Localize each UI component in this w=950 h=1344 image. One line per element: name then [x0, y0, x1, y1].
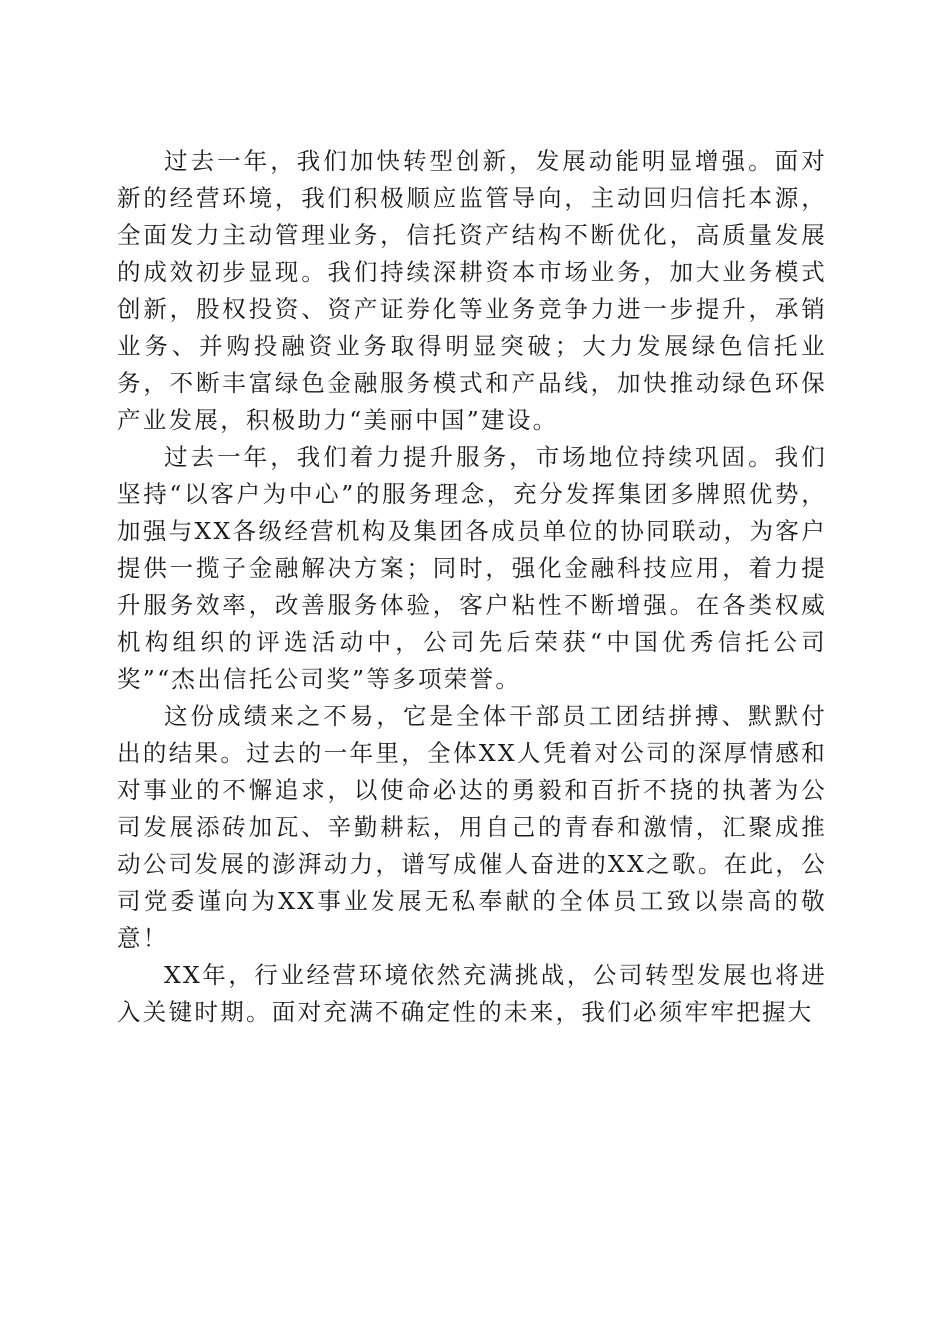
paragraph-service: 过去一年，我们着力提升服务，市场地位持续巩固。我们坚持“以客户为中心”的服务理念，充分发挥集团多牌照优势，加强与XX各级经营机构及集团各成员单位的协同联动，为客户提供一揽子金融解决方案；同时，强化金融科技应用，着力提升服务效率，改善服务体验，客户粘性不断增强。在各类权威机构组织的评选活动中，公司先后荣获“中国优秀信托公司奖”“杰出信托公司奖”等多项荣誉。	[117, 443, 827, 693]
document-body	[117, 143, 827, 1031]
paragraph-outlook: XX年，行业经营环境依然充满挑战，公司转型发展也将进入关键时期。面对充满不确定性的未来，我们必须牢牢把握大	[117, 961, 827, 1026]
paragraph-gratitude: 这份成绩来之不易，它是全体干部员工团结拼搏、默默付出的结果。过去的一年里，全体XX人凭着对公司的深厚情感和对事业的不懈追求，以使命必达的勇毅和百折不挠的执著为公司发展添砖加瓦、辛勤耕耘，用自己的青春和激情，汇聚成推动公司发展的澎湃动力，谱写成催人奋进的XX之歌。在此，公司党委谨向为XX事业发展无私奉献的全体员工致以崇高的敬意！	[117, 702, 827, 952]
paragraph-transformation: 过去一年，我们加快转型创新，发展动能明显增强。面对新的经营环境，我们积极顺应监管导向，主动回归信托本源，全面发力主动管理业务，信托资产结构不断优化，高质量发展的成效初步显现。我们持续深耕资本市场业务，加大业务模式创新，股权投资、资产证券化等业务竞争力进一步提升，承销业务、并购投融资业务取得明显突破；大力发展绿色信托业务，不断丰富绿色金融服务模式和产品线，加快推动绿色环保产业发展，积极助力“美丽中国”建设。	[117, 147, 827, 434]
